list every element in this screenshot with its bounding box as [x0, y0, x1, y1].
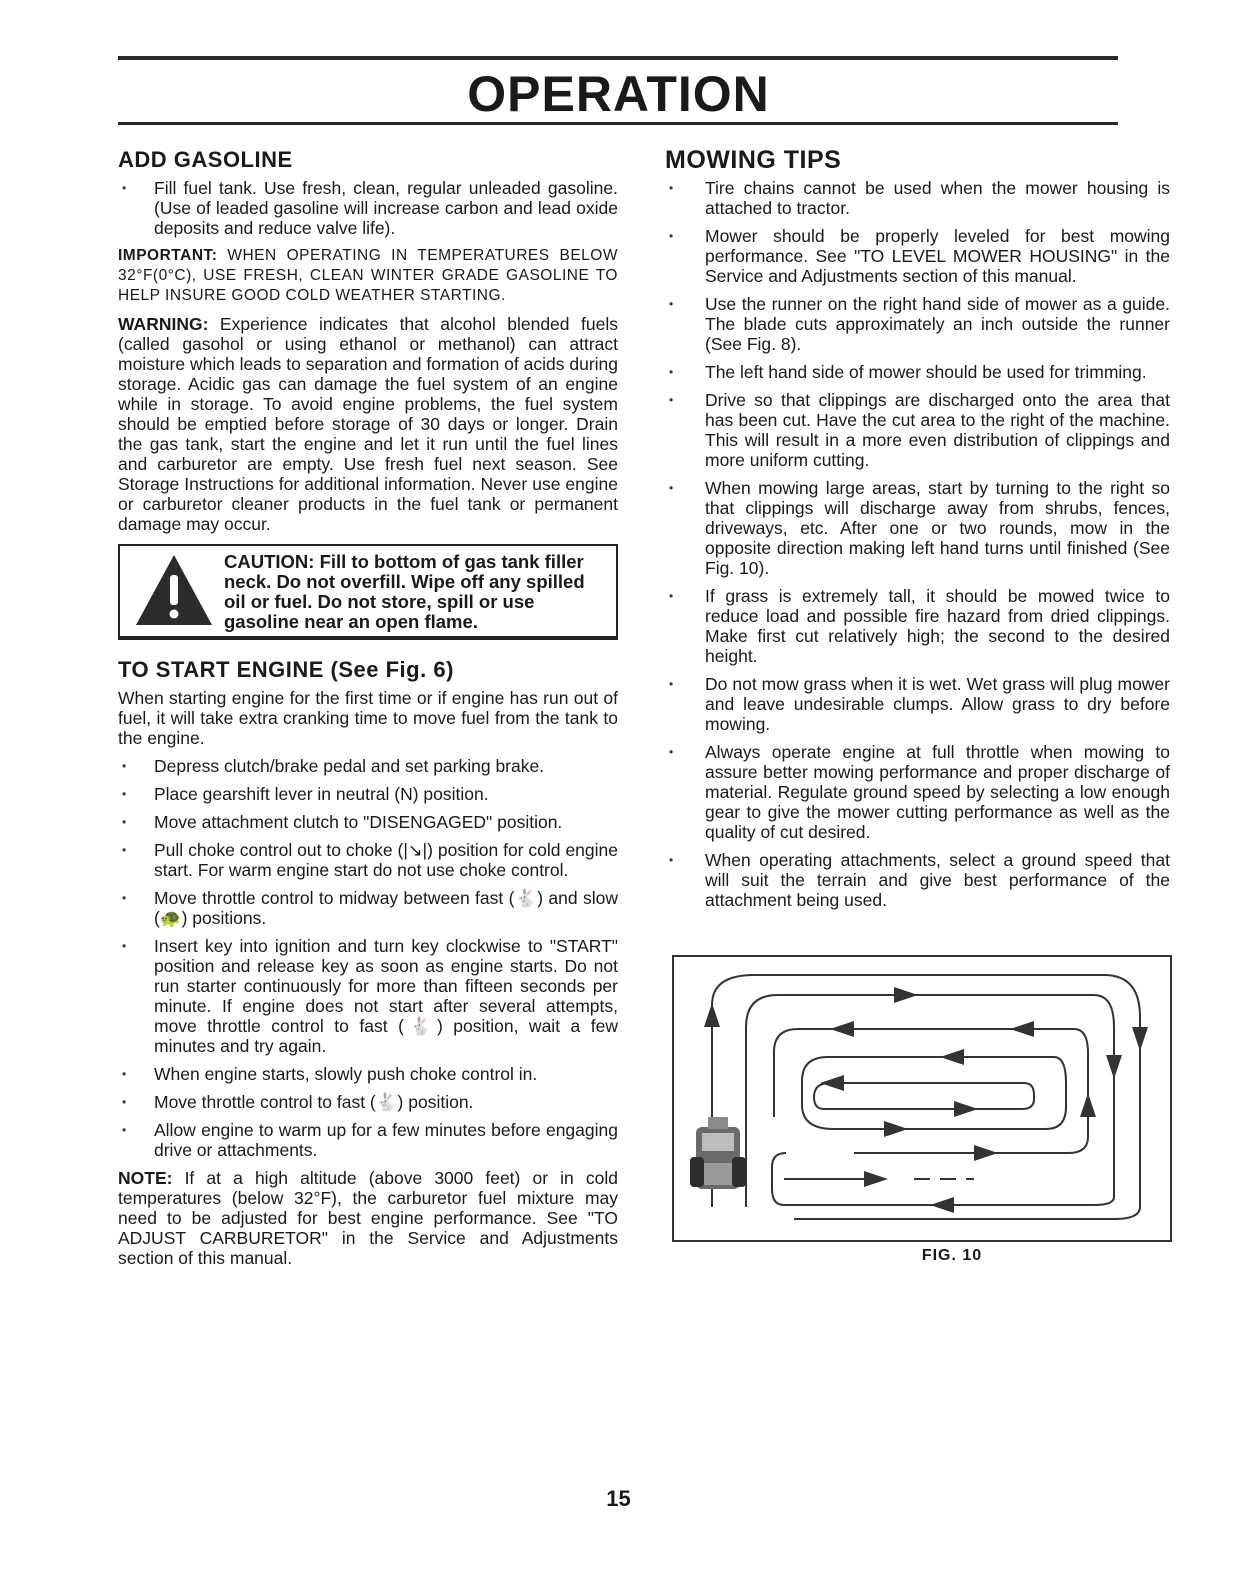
mowing-pattern-figure	[672, 955, 1172, 1242]
bullet-icon: •	[122, 181, 127, 195]
list-item	[118, 1092, 618, 1112]
bullet-icon: •	[122, 759, 127, 773]
figure-label: FIG. 10	[921, 1247, 983, 1264]
bullet-icon: •	[122, 1067, 127, 1081]
mowing-tips-heading: MOWING TIPS	[665, 146, 842, 174]
bullet-icon: •	[122, 1095, 127, 1109]
warning-paragraph	[118, 314, 618, 534]
start-engine-intro: When starting engine for the first time or if engine has run out of fuel, it will take extra cranking time to move fuel from the tank to the engine.	[118, 688, 618, 748]
list-item	[118, 888, 618, 928]
list-item-text: Always operate engine at full throttle when mowing to assure better mowing performance and proper discharge of material. Regulate ground speed by selecting a low enough gear to give the mower cutting performance as well as the quality of cut desired.	[705, 742, 1170, 842]
bullet-icon: •	[669, 677, 674, 691]
list-item	[665, 294, 1170, 354]
list-item-text: Place gearshift lever in neutral (N) position.	[154, 784, 489, 804]
list-item-text: The left hand side of mower should be used for trimming.	[705, 362, 1147, 382]
bullet-icon: •	[669, 481, 674, 495]
add-gasoline-heading: ADD GASOLINE	[118, 147, 293, 172]
list-item	[665, 390, 1170, 470]
warning-text: Experience indicates that alcohol blended fuels (called gasohol or using ethanol or methanol) can attract moisture which leads to separation and formation of acids during storage. Acidic gas can damage the fuel system of an engine while in storage. To avoid engine problems, the fuel system should be emptied before storage of 30 days or longer. Drain the gas tank, start the engine and let it run until the fuel lines and carburetor are empty. Use fresh fuel next season. See Storage Instructions for additional information. Never use engine or carburetor cleaner products in the fuel tank or permanent damage may occur.	[118, 314, 618, 534]
list-item-text: When operating attachments, select a ground speed that will suit the terrain and give best performance of the attachment being used.	[705, 850, 1170, 910]
list-item	[665, 362, 1170, 382]
list-item-text: Depress clutch/brake pedal and set parking brake.	[154, 756, 545, 776]
list-item	[665, 478, 1170, 578]
mowing-pattern-diagram	[674, 957, 1170, 1240]
list-item-text: When engine starts, slowly push choke control in.	[154, 1064, 538, 1084]
list-item-text: When mowing large areas, start by turning to the right so that clippings will discharge away from shrubs, fences, driveways, etc. After one or two rounds, mow in the opposite direction making left hand turns until finished (See Fig. 10).	[705, 478, 1170, 578]
bullet-icon: •	[669, 181, 674, 195]
list-item-text: Move throttle control to fast (🐇) position.	[154, 1092, 474, 1112]
page-title: OPERATION	[467, 66, 770, 122]
important-text: WHEN OPERATING IN TEMPERATURES BELOW 32°F(0°C), USE FRESH, CLEAN WINTER GRADE GASOLINE TO HELP INSURE GOOD COLD WEATHER STARTING.	[118, 247, 618, 304]
important-paragraph	[118, 246, 618, 306]
title-rule	[118, 122, 1118, 125]
list-item	[665, 850, 1170, 910]
start-engine-heading: TO START ENGINE (See Fig. 6)	[118, 657, 454, 682]
bullet-icon: •	[122, 843, 127, 857]
list-item	[118, 1120, 618, 1160]
list-item	[118, 936, 618, 1056]
bullet-icon: •	[669, 393, 674, 407]
list-item-text: Tire chains cannot be used when the mower housing is attached to tractor.	[705, 178, 1170, 218]
top-rule	[118, 56, 1118, 60]
bullet-icon: •	[669, 589, 674, 603]
bullet-icon: •	[122, 891, 127, 905]
bullet-icon: •	[122, 939, 127, 953]
list-item	[665, 226, 1170, 286]
list-item-text: Pull choke control out to choke (|↘|) position for cold engine start. For warm engine start do not use choke control.	[154, 840, 618, 880]
list-item	[118, 812, 618, 832]
caution-text: CAUTION: Fill to bottom of gas tank filler neck. Do not overfill. Wipe off any spilled oil or fuel. Do not store, spill or use gasoline near an open flame.	[224, 551, 585, 632]
tractor-icon	[690, 1117, 746, 1189]
bullet-icon: •	[669, 297, 674, 311]
right-column	[665, 146, 1170, 918]
mowing-tips-list	[665, 178, 1170, 910]
add-gasoline-list	[118, 178, 618, 238]
page-number: 15	[606, 1486, 631, 1511]
list-item-text: Do not mow grass when it is wet. Wet grass will plug mower and leave undesirable clumps. Allow grass to dry before mowing.	[705, 674, 1170, 734]
warning-lead: WARNING:	[118, 314, 209, 334]
bullet-icon: •	[669, 229, 674, 243]
note-paragraph	[118, 1168, 618, 1268]
list-item	[118, 784, 618, 804]
list-item-text: Move attachment clutch to "DISENGAGED" position.	[154, 812, 563, 832]
bullet-icon: •	[669, 853, 674, 867]
list-item-text: If grass is extremely tall, it should be mowed twice to reduce load and possible fire hazard from dried clippings. Make first cut relatively high; the second to the desired height.	[705, 586, 1170, 666]
note-lead: NOTE:	[118, 1168, 173, 1188]
list-item-text: Fill fuel tank. Use fresh, clean, regular unleaded gasoline. (Use of leaded gasoline will increase carbon and lead oxide deposits and reduce valve life).	[154, 178, 618, 238]
bullet-icon: •	[669, 365, 674, 379]
list-item-text: Insert key into ignition and turn key clockwise to "START" position and release key as soon as engine starts. Do not run starter continuously for more than fifteen seconds per minute. If engine does not start after several attempts, move throttle control to fast (🐇) position, wait a few minutes and try again.	[154, 936, 618, 1056]
left-column	[118, 146, 618, 1276]
list-item	[665, 586, 1170, 666]
bullet-icon: •	[122, 787, 127, 801]
bullet-icon: •	[122, 1123, 127, 1137]
list-item-text: Use the runner on the right hand side of mower as a guide. The blade cuts approximately an inch outside the runner (See Fig. 8).	[705, 294, 1170, 354]
bullet-icon: •	[122, 815, 127, 829]
list-item	[118, 178, 618, 238]
caution-box	[118, 544, 618, 640]
list-item	[665, 674, 1170, 734]
note-text: If at a high altitude (above 3000 feet) or in cold temperatures (below 32°F), the carburetor fuel mixture may need to be adjusted for best engine performance. See "TO ADJUST CARBURETOR" in the Service and Adjustments section of this manual.	[118, 1168, 618, 1268]
list-item	[118, 1064, 618, 1084]
list-item-text: Drive so that clippings are discharged onto the area that has been cut. Have the cut area to the right of the machine. This will result in a more even distribution of clippings and more uniform cutting.	[705, 390, 1170, 470]
list-item	[665, 742, 1170, 842]
warning-triangle-icon	[134, 553, 214, 627]
list-item-text: Mower should be properly leveled for best mowing performance. See "TO LEVEL MOWER HOUSING" in the Service and Adjustments section of this manual.	[705, 226, 1170, 286]
bullet-icon: •	[669, 745, 674, 759]
start-engine-steps	[118, 756, 618, 1160]
important-lead: IMPORTANT:	[118, 247, 218, 264]
list-item-text: Allow engine to warm up for a few minutes before engaging drive or attachments.	[154, 1120, 618, 1160]
list-item	[665, 178, 1170, 218]
list-item-text: Move throttle control to midway between fast (🐇) and slow (🐢) positions.	[154, 888, 618, 928]
list-item	[118, 756, 618, 776]
list-item	[118, 840, 618, 880]
